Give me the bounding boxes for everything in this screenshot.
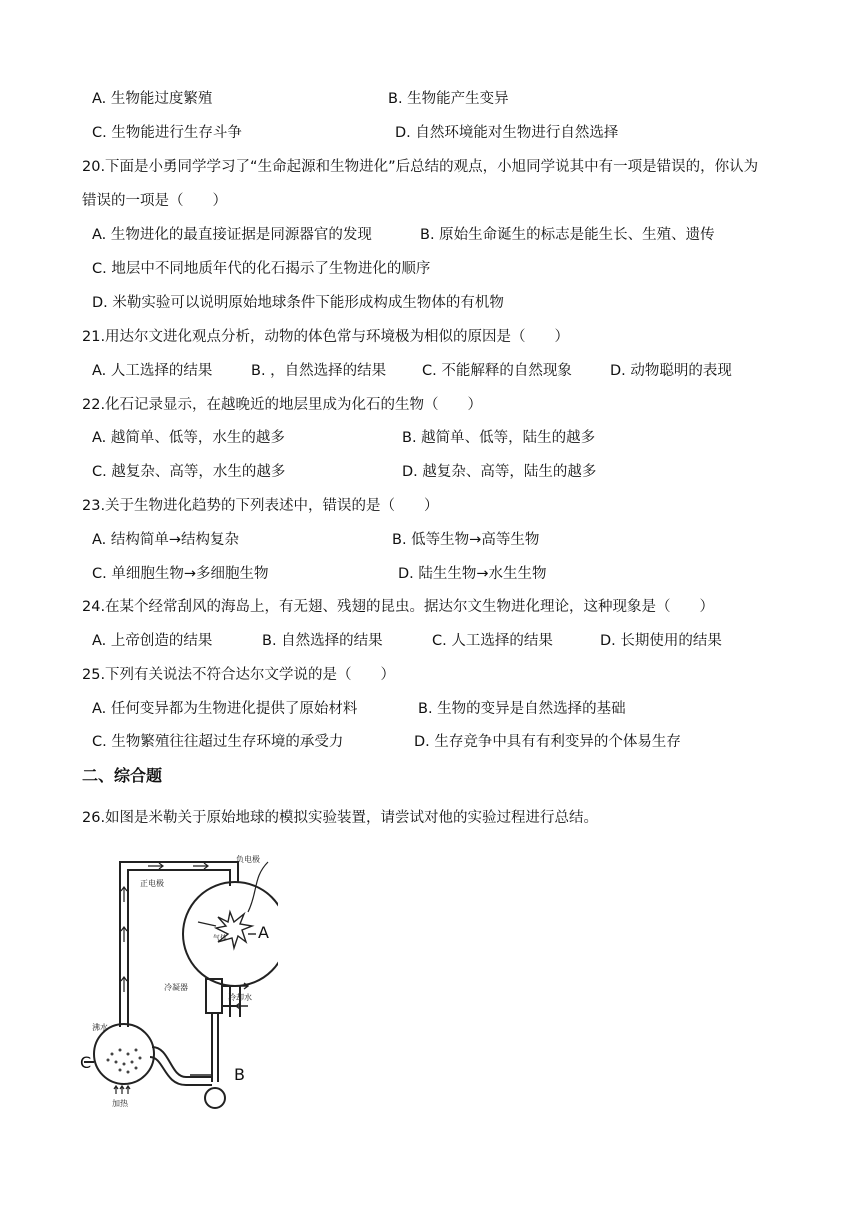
miller-apparatus-diagram [78,842,278,1122]
q20-option-b: B. 原始生命诞生的标志是能生长、生殖、遗传 [420,227,715,243]
q21-option-c: C. 不能解释的自然现象 [422,363,572,379]
q20-option-d: D. 米勒实验可以说明原始地球条件下能形成构成生物体的有机物 [92,295,504,311]
q19-option-d: D. 自然环境能对生物进行自然选择 [395,125,619,141]
q22-option-b: B. 越简单、低等，陆生的越多 [402,430,596,446]
q21-option-b: B. ，自然选择的结果 [251,363,387,379]
q24-option-b: B. 自然选择的结果 [262,633,383,649]
q22-option-d: D. 越复杂、高等，陆生的越多 [402,464,597,480]
label-gas: 气体 [213,934,227,942]
q25-option-c: C. 生物繁殖往往超过生存环境的承受力 [92,734,344,750]
q20-stem-line1: 20.下面是小勇同学学习了“生命起源和生物进化”后总结的观点，小旭同学说其中有一项是错误的，你认为 [82,159,759,175]
label-neg-electrode: 负电极 [236,855,260,864]
q22-stem: 22.化石记录显示，在越晚近的地层里成为化石的生物（ ） [82,397,483,413]
q21-option-a: A. 人工选择的结果 [92,363,213,379]
q24-option-d: D. 长期使用的结果 [600,633,722,649]
label-heat: 加热 [112,1099,128,1108]
collection-tube [212,1013,218,1082]
label-c: C [80,1053,92,1072]
spark-icon [216,912,252,948]
section-heading: 二、综合题 [82,766,163,785]
q20-option-a: A. 生物进化的最直接证据是同源器官的发现 [92,227,372,243]
label-condenser: 冷凝器 [164,983,188,992]
q23-option-b: B. 低等生物→高等生物 [392,532,540,548]
label-pos-electrode: 正电极 [140,879,164,888]
q25-option-d: D. 生存竞争中具有有利变异的个体易生存 [414,734,681,750]
outer-tube [120,862,238,1027]
q23-option-d: D. 陆生生物→水生生物 [398,566,547,582]
q25-option-a: A. 任何变异都为生物进化提供了原始材料 [92,701,358,717]
q20-option-c: C. 地层中不同地质年代的化石揭示了生物进化的顺序 [92,261,431,277]
q19-option-b: B. 生物能产生变异 [388,91,509,107]
label-a: A [258,923,269,942]
q26-stem: 26.如图是米勒关于原始地球的模拟实验装置，请尝试对他的实验过程进行总结。 [82,810,599,826]
q24-option-c: C. 人工选择的结果 [432,633,553,649]
label-cooling-water: 冷却水 [228,993,252,1002]
return-tube [150,1047,212,1085]
q23-option-a: A. 结构简单→结构复杂 [92,532,240,548]
q19-option-c: C. 生物能进行生存斗争 [92,125,242,141]
q24-stem: 24.在某个经常刮风的海岛上，有无翅、残翅的昆虫。据达尔文生物进化理论，这种现象是（ ） [82,599,715,615]
label-boiling-water: 沸水 [92,1023,108,1032]
inner-tube [128,870,230,1027]
q25-option-b: B. 生物的变异是自然选择的基础 [418,701,626,717]
q24-option-a: A. 上帝创造的结果 [92,633,213,649]
q21-option-d: D. 动物聪明的表现 [610,363,732,379]
collection-flask [205,1088,225,1108]
q25-stem: 25.下列有关说法不符合达尔文学说的是（ ） [82,667,396,683]
q20-stem-line2: 错误的一项是（ ） [82,193,227,209]
q22-option-c: C. 越复杂、高等，水生的越多 [92,464,286,480]
boiling-flask [94,1024,154,1084]
q19-option-a: A. 生物能过度繁殖 [92,91,213,107]
q21-stem: 21.用达尔文进化观点分析，动物的体色常与环境极为相似的原因是（ ） [82,329,570,345]
q23-option-c: C. 单细胞生物→多细胞生物 [92,566,269,582]
label-b: B [234,1065,245,1084]
q22-option-a: A. 越简单、低等，水生的越多 [92,430,285,446]
q23-stem: 23.关于生物进化趋势的下列表述中，错误的是（ ） [82,498,439,514]
